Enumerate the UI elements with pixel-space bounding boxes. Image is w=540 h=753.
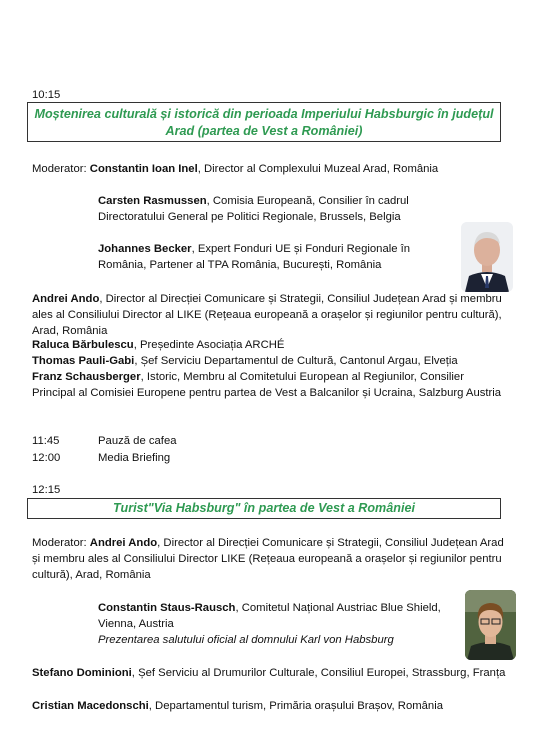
session1-time: 10:15: [32, 89, 61, 101]
speaker-constantin-staus-rausch: [98, 600, 458, 632]
speaker-carsten-rasmussen: [98, 193, 458, 225]
speaker-photo-constantin-staus-rausch: [465, 590, 516, 660]
speaker-thomas-pauli-gabi: [32, 353, 512, 369]
session2-moderator: [32, 535, 512, 583]
speaker-andrei-ando: [32, 291, 512, 339]
speaker-name: Raluca Bărbulescu: [32, 339, 134, 351]
moderator-label: Moderator:: [32, 537, 87, 549]
speaker-desc: , Președinte Asociația ARCHÉ: [133, 339, 285, 351]
speaker-name: Cristian Macedonschi: [32, 700, 149, 712]
speaker-name: Thomas Pauli-Gabi: [32, 355, 135, 367]
speaker-desc: , Comisia Europeană, Consilier în cadrul Directoratului General pe Politici Regionale, Brussels, Belgia: [98, 195, 409, 223]
speaker-desc: , Șef Serviciu Departamentul de Cultură, Cantonul Argau, Elveția: [134, 355, 458, 367]
break-time: 11:45: [32, 435, 60, 447]
moderator-name: Andrei Ando: [89, 537, 158, 549]
speaker-name: Franz Schausberger: [32, 371, 141, 383]
portrait-icon: [461, 222, 513, 292]
speaker-name: Stefano Dominioni: [32, 667, 132, 679]
speaker-johannes-becker: [98, 241, 438, 273]
break-time: 12:00: [32, 452, 61, 464]
speaker-stefano-dominioni: [32, 665, 512, 681]
moderator-name: Constantin Ioan Inel: [89, 163, 198, 175]
speaker-name: Carsten Rasmussen: [98, 195, 207, 207]
speaker-cristian-macedonschi: [32, 698, 512, 714]
speaker-raluca-barbulescu: [32, 337, 512, 353]
session1-moderator: [32, 161, 512, 177]
speaker-desc: , Comitetul Național Austriac Blue Shield, Vienna, Austria: [98, 602, 441, 630]
moderator-desc: , Director al Direcției Comunicare și Strategii, Consiliul Județean Arad și membru ales al Consiliului Director LIKE (Rețeaua europeană a orașelor și regiunilor pentru cultură), Arad, România: [32, 537, 504, 581]
speaker-desc: , Departamentul turism, Primăria orașului Brașov, România: [148, 700, 444, 712]
session1-title: Moștenirea culturală și istorică din perioada Imperiului Habsburgic în județul Arad (partea de Vest a României): [27, 102, 501, 142]
moderator-label: Moderator:: [32, 163, 87, 175]
speaker-name: Andrei Ando: [32, 293, 100, 305]
speaker-desc: , Expert Fonduri UE și Fonduri Regionale în România, Partener al TPA România, București, România: [98, 243, 411, 271]
portrait-icon: [465, 590, 516, 660]
speaker-franz-schausberger: [32, 369, 502, 401]
session2-time: 12:15: [32, 484, 61, 496]
moderator-desc: , Director al Complexului Muzeal Arad, România: [197, 163, 439, 175]
speaker-name: Constantin Staus-Rausch: [98, 602, 236, 614]
speaker-desc: , Director al Direcției Comunicare și Strategii, Consiliul Județean Arad și membru ales al Consiliului Director al LIKE (Rețeaua europeană a orașelor și regiunilor pentru cultură), Arad, România: [32, 293, 502, 337]
speaker-desc: , Istoric, Membru al Comitetului European al Regiunilor, Consilier Principal al Comisiei Europene pentru partea de Vest a Balcanilor și Ucraina, Salzburg Austria: [32, 371, 502, 399]
speaker-note: Prezentarea salutului oficial al domnului Karl von Habsburg: [98, 634, 394, 646]
break-label: Media Briefing: [98, 452, 171, 464]
session2-title: Turist"Via Habsburg" în partea de Vest a României: [27, 498, 501, 519]
speaker-desc: , Șef Serviciu al Drumurilor Culturale, Consiliul Europei, Strassburg, Franța: [131, 667, 506, 679]
speaker-name: Johannes Becker: [98, 243, 192, 255]
break-label: Pauză de cafea: [98, 435, 177, 447]
speaker-photo-johannes-becker: [461, 222, 513, 292]
